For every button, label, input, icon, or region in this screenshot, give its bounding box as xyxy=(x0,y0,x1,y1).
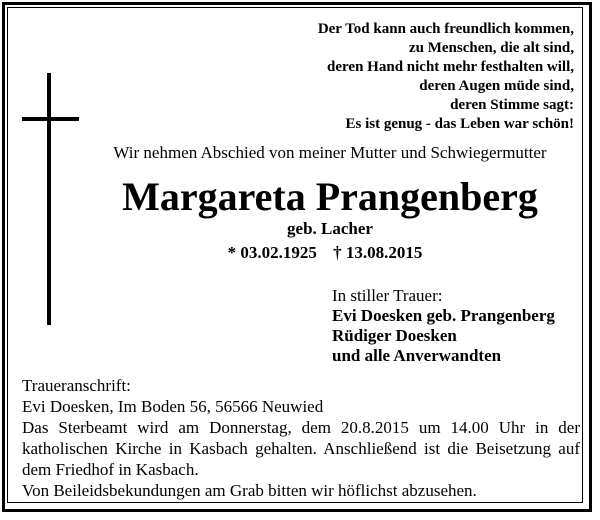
mourner-name: Evi Doesken geb. Prangenberg xyxy=(332,306,555,325)
poem-line: deren Hand nicht mehr festhalten will, xyxy=(327,59,574,75)
life-dates xyxy=(0,243,600,263)
service-line: dem Friedhof in Kasbach. xyxy=(22,460,199,479)
poem-line: deren Augen müde sind, xyxy=(419,78,574,94)
poem-line: Es ist genug - das Leben war schön! xyxy=(345,116,574,132)
address-label: Traueranschrift: xyxy=(22,376,131,395)
condolence-note: Von Beileidsbekundungen am Grab bitten wir höflichst abzusehen. xyxy=(22,481,477,500)
death-date: † 13.08.2015 xyxy=(333,243,423,262)
poem-line: zu Menschen, die alt sind, xyxy=(408,40,574,56)
cross-horizontal-bar xyxy=(22,117,79,121)
mourners-block xyxy=(332,286,555,366)
maiden-name: geb. Lacher xyxy=(287,219,373,238)
mourner-name: und alle Anverwandten xyxy=(332,346,502,365)
birth-date: * 03.02.1925 xyxy=(227,243,317,262)
poem-line: deren Stimme sagt: xyxy=(450,97,574,113)
service-line: Das Sterbeamt wird am Donnerstag, dem 20.8.2015 um 14.00 Uhr in der xyxy=(22,418,580,437)
mourner-name: Rüdiger Doesken xyxy=(332,326,457,345)
intro-text: Wir nehmen Abschied von meiner Mutter und Schwiegermutter xyxy=(113,143,547,162)
address: Evi Doesken, Im Boden 56, 56566 Neuwied xyxy=(22,397,324,416)
service-line: katholischen Kirche in Kasbach gehalten. Anschließend ist die Beisetzung auf xyxy=(22,439,580,458)
poem-line: Der Tod kann auch freundlich kommen, xyxy=(317,21,574,37)
mourners-heading: In stiller Trauer: xyxy=(332,286,443,305)
deceased-name: Margareta Prangenberg xyxy=(122,174,538,219)
poem xyxy=(234,20,574,134)
info-block xyxy=(22,375,580,501)
